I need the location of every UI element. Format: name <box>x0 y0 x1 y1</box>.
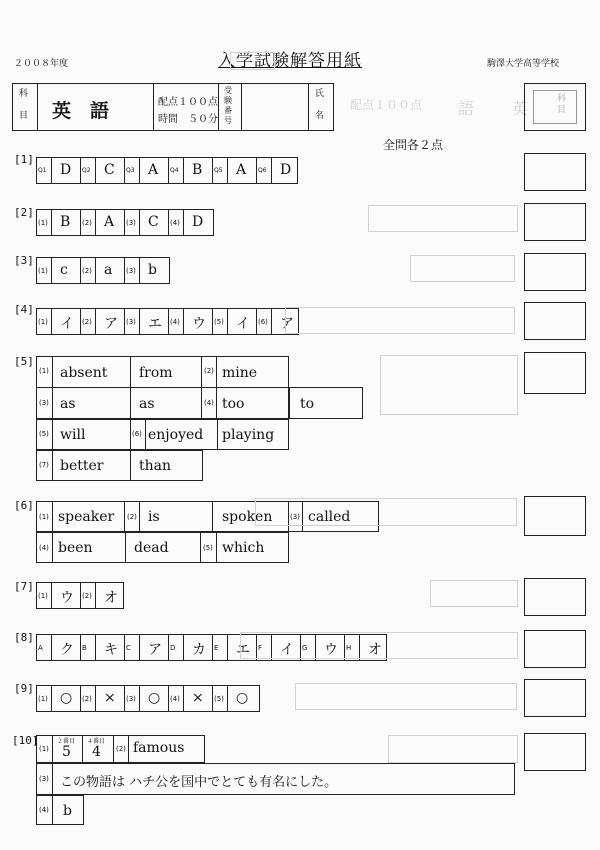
q5-4-number: (4) <box>204 399 214 407</box>
q2-item-3-number: (3) <box>126 219 136 227</box>
q5-7-answer-b: than <box>139 458 172 474</box>
q6-1-answer: speaker <box>58 509 115 525</box>
q8-item-7-answer: ウ <box>324 642 338 658</box>
q4-score-box <box>524 302 586 340</box>
q1-item-6-number: Q6 <box>258 167 267 174</box>
q6-4-answer-b: dead <box>134 540 169 556</box>
q7-item-1-answer: ウ <box>60 590 74 606</box>
q8-item-4-answer: カ <box>192 642 206 658</box>
q5-6-answer-b: playing <box>222 427 275 443</box>
q3-item-3-answer: b <box>148 262 157 278</box>
q8-item-6-number: F <box>258 644 263 652</box>
exam-number-field[interactable] <box>242 84 307 130</box>
q6-4-number: (4) <box>39 544 49 552</box>
q8-item-4-number: D <box>170 644 176 652</box>
q5-3-answer-a: as <box>60 396 76 412</box>
q8-item-3-answer: ア <box>148 642 162 658</box>
q7-score-box <box>524 578 586 616</box>
q8-item-1-answer: ク <box>60 642 74 658</box>
q1-item-2-answer: C <box>104 162 115 178</box>
q10-1-sub-label-b: ４番目 <box>87 738 106 745</box>
q10-4-number: (4) <box>39 806 49 814</box>
q10-score-box <box>524 733 586 771</box>
q6-4-answer-a: been <box>58 540 93 556</box>
section-7-label: [7] <box>14 580 34 593</box>
q1-item-4-answer: B <box>192 162 203 178</box>
q5-5-number: (5) <box>39 430 49 438</box>
q8-item-7-number: G <box>302 644 308 652</box>
q3-item-1-answer: c <box>60 262 68 278</box>
q9-score-box <box>524 679 586 717</box>
q2-item-2-answer: A <box>104 214 115 230</box>
q8-item-6-answer: イ <box>280 642 294 658</box>
q5-1-number: (1) <box>39 367 49 375</box>
q1-score-box <box>524 153 586 191</box>
q1-item-4-number: Q4 <box>170 167 179 174</box>
q2-item-1-answer: B <box>60 214 71 230</box>
q6-2-number: (2) <box>127 513 137 521</box>
q6-5-answer: which <box>222 540 265 556</box>
q4-item-4-number: (4) <box>170 318 180 326</box>
q4-item-4-answer: ウ <box>192 316 206 332</box>
section-2-label: [2] <box>14 206 34 219</box>
q5-3-answer-b: as <box>139 396 155 412</box>
q9-item-2-number: (2) <box>82 695 92 703</box>
q6-score-box <box>524 496 586 536</box>
q8-item-8-number: H <box>346 644 352 652</box>
q9-item-4-answer: × <box>192 690 204 706</box>
q4-item-3-number: (3) <box>126 318 136 326</box>
q7-item-1-number: (1) <box>38 592 48 600</box>
q3-item-2-number: (2) <box>82 267 92 275</box>
q10-2-answer: famous <box>133 740 185 756</box>
q6-2-answer-b: spoken <box>222 509 273 525</box>
page-title: 入学試験解答用紙 <box>218 51 362 71</box>
q6-5-number: (5) <box>203 544 213 552</box>
q9-item-5-answer: ○ <box>236 690 249 706</box>
q5-6-answer-a: enjoyed <box>148 427 204 443</box>
q4-item-5-number: (5) <box>214 318 224 326</box>
q9-item-2-answer: × <box>104 690 116 706</box>
subject-label: 科 目 <box>19 89 29 121</box>
section-6-label: [6] <box>14 499 34 512</box>
q2-item-3-answer: C <box>148 214 159 230</box>
q5-7-answer-a: better <box>60 458 104 474</box>
q6-1-number: (1) <box>39 513 49 521</box>
q8-item-3-number: C <box>126 644 131 652</box>
q8-item-2-number: B <box>82 644 87 652</box>
q6-3-answer: called <box>308 509 351 525</box>
q5-4-answer-b: to <box>300 396 315 412</box>
q2-score-box <box>524 203 586 241</box>
score-label: 配点１００点 <box>158 97 218 108</box>
q10-1-answer-a: 5 <box>62 744 71 760</box>
q10-1-sub-label-a: ２番目 <box>57 738 76 745</box>
q3-item-2-answer: a <box>104 262 113 278</box>
section-5-label: [5] <box>14 355 34 368</box>
q8-item-8-answer: オ <box>368 642 382 658</box>
q4-item-5-answer: イ <box>236 316 250 332</box>
q5-5-answer: will <box>60 427 86 443</box>
q4-item-1-answer: イ <box>60 316 74 332</box>
year-label: ２００８年度 <box>14 59 69 69</box>
q3-item-3-number: (3) <box>126 267 136 275</box>
q2-item-4-answer: D <box>192 214 204 230</box>
q5-1-answer-a: absent <box>60 365 108 381</box>
q8-item-1-number: A <box>38 644 43 652</box>
q5-1-answer-b: from <box>139 365 173 381</box>
q2-item-1-number: (1) <box>38 219 48 227</box>
q1-item-3-answer: A <box>148 162 159 178</box>
q6-2-answer-a: is <box>148 509 160 525</box>
q8-score-box <box>524 630 586 668</box>
q5-2-number: (2) <box>204 367 214 375</box>
q6-3-number: (3) <box>290 513 300 521</box>
q2-item-4-number: (4) <box>170 219 180 227</box>
q10-1-answer-b: 4 <box>92 744 101 760</box>
exam-number-label: 受 験 番 号 <box>224 86 232 125</box>
q7-item-2-number: (2) <box>82 592 92 600</box>
q5-score-box <box>524 352 586 394</box>
q2-item-2-number: (2) <box>82 219 92 227</box>
q9-item-4-number: (4) <box>170 695 180 703</box>
q3-item-1-number: (1) <box>38 267 48 275</box>
section-9-label: [9] <box>14 682 34 695</box>
q9-item-3-answer: ○ <box>148 690 161 706</box>
q5-2-answer: mine <box>222 365 258 381</box>
q1-item-5-number: Q5 <box>214 167 223 174</box>
q3-score-box <box>524 253 586 291</box>
q5-4-answer-a: too <box>222 396 245 412</box>
grading-note: 全問各２点 <box>383 138 444 152</box>
q5-3-number: (3) <box>39 399 49 407</box>
q10-4-answer: b <box>63 803 72 819</box>
q9-item-5-number: (5) <box>214 695 224 703</box>
section-8-label: [8] <box>14 631 34 644</box>
q8-item-5-answer: エ <box>236 642 250 658</box>
q4-item-6-answer: ア <box>280 316 294 332</box>
section-1-label: [1] <box>14 153 34 166</box>
q9-item-3-number: (3) <box>126 695 136 703</box>
q1-item-1-number: Q1 <box>38 167 47 174</box>
q1-item-1-answer: D <box>60 162 72 178</box>
q10-3-number: (3) <box>39 775 49 783</box>
q8-item-5-number: E <box>214 644 219 652</box>
q4-item-1-number: (1) <box>38 318 48 326</box>
q4-item-3-answer: エ <box>148 316 162 332</box>
section-3-label: [3] <box>14 254 34 267</box>
time-label: 時間 ５０分 <box>158 114 218 125</box>
q10-3-answer: この物語は ハチ公を国中でとても有名にした。 <box>60 775 338 790</box>
q4-item-2-number: (2) <box>82 318 92 326</box>
q7-item-2-answer: オ <box>104 590 118 606</box>
name-label: 氏 名 <box>315 89 325 121</box>
q9-item-1-number: (1) <box>38 695 48 703</box>
q5-6-number: (6) <box>132 430 142 438</box>
school-name: 駒澤大学高等学校 <box>487 59 560 69</box>
q10-2-number: (2) <box>116 745 126 753</box>
q4-item-6-number: (6) <box>258 318 268 326</box>
q1-item-5-answer: A <box>236 162 247 178</box>
subject-name: 英 語 <box>52 100 110 122</box>
q1-item-2-number: Q2 <box>82 167 91 174</box>
section-10-label: [10] <box>12 734 39 747</box>
q8-item-2-answer: キ <box>104 642 118 658</box>
q4-item-2-answer: ア <box>104 316 118 332</box>
q1-item-6-answer: D <box>280 162 292 178</box>
q1-item-3-number: Q3 <box>126 167 135 174</box>
q9-item-1-answer: ○ <box>60 690 73 706</box>
q10-1-number: (1) <box>39 745 49 753</box>
section-4-label: [4] <box>14 303 34 316</box>
q5-7-number: (7) <box>39 461 49 469</box>
